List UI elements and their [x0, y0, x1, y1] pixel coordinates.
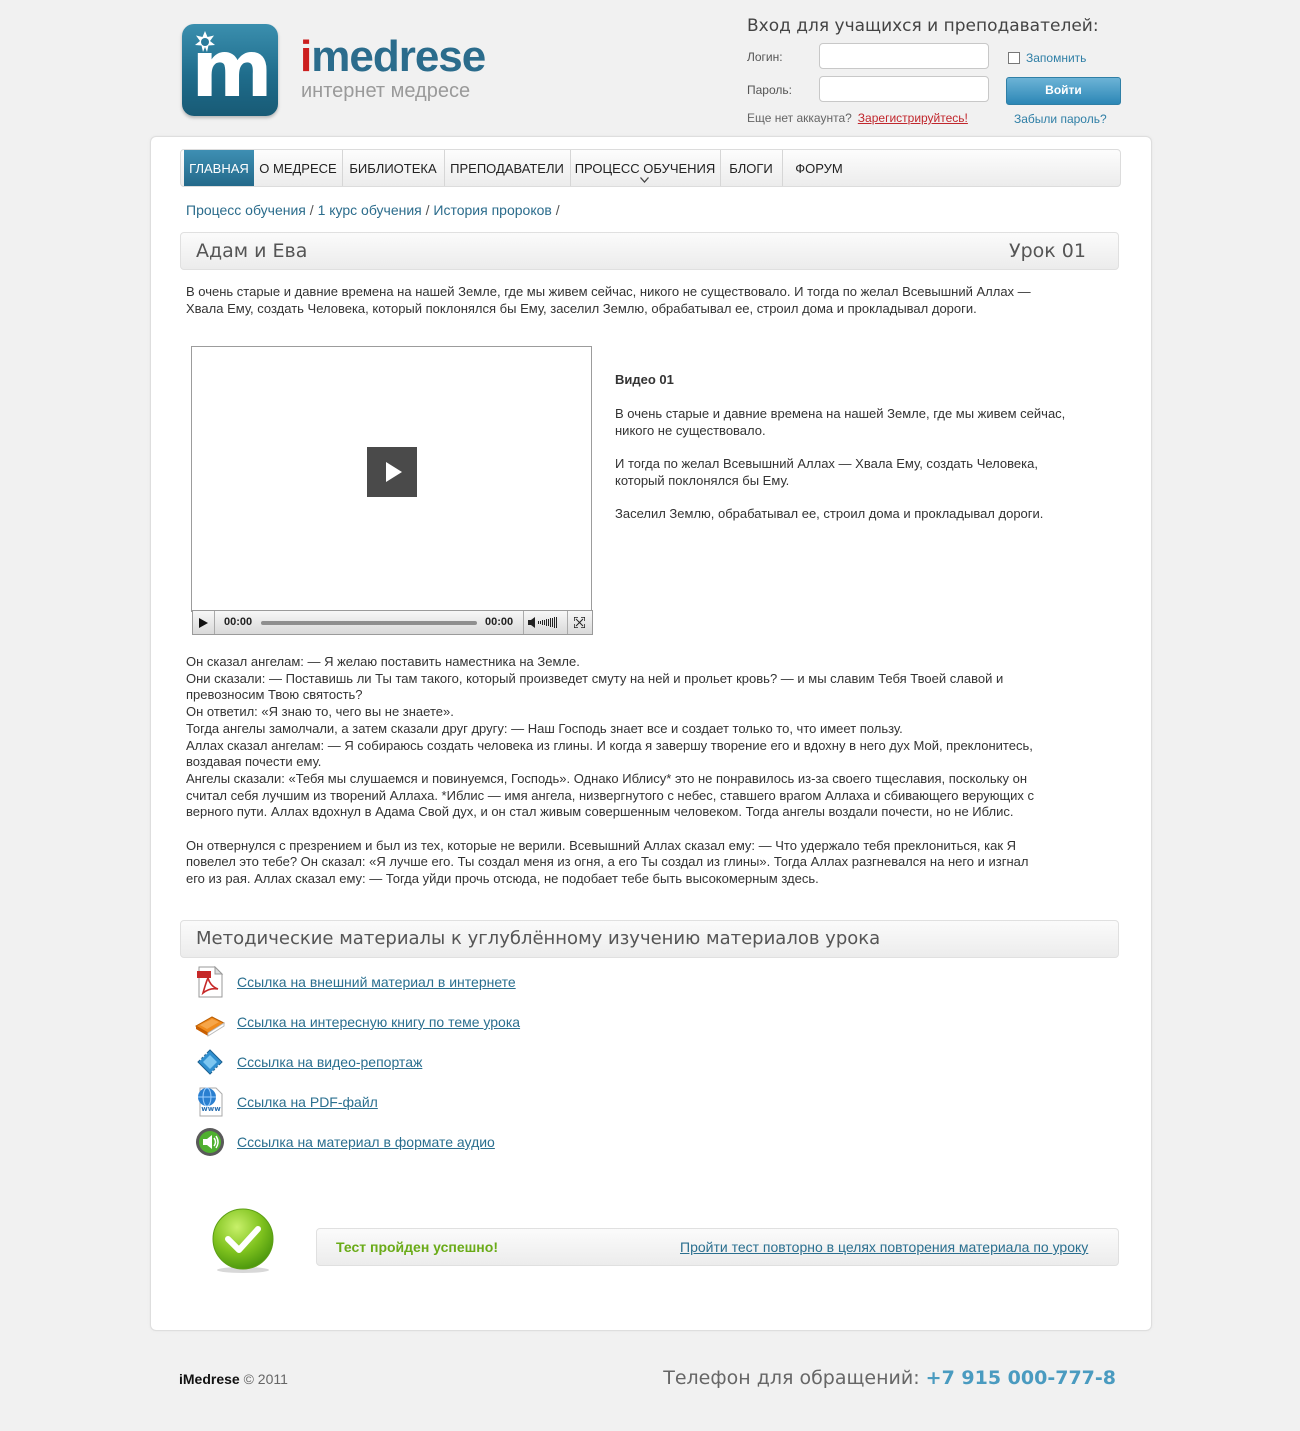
- text-line: Заселил Землю, обрабатывал ее, строил дома и прокладывал дороги.: [615, 506, 1044, 522]
- text-line: Он ответил: «Я знаю то, чего вы не знаете».: [186, 704, 454, 720]
- text-line: Тогда ангелы замолчали, а затем сказали друг другу: — Наш Господь знает все и создает только то, что имеет пользу.: [186, 720, 903, 736]
- remember-checkbox[interactable]: [1008, 52, 1020, 64]
- nav-item-home[interactable]: ГЛАВНАЯ: [184, 150, 254, 186]
- text-line: В очень старые и давние времена на нашей Земле, где мы живем сейчас,: [615, 406, 1066, 421]
- material-link[interactable]: Ссылка на внешний материал в интернете: [237, 974, 516, 990]
- play-small-icon[interactable]: [199, 618, 208, 628]
- password-label: Пароль:: [747, 83, 792, 97]
- checkmark-icon: [210, 1208, 276, 1274]
- logo-letter: m: [191, 25, 269, 115]
- text-line: Хвала Ему, создать Человека, который поклонялся бы Ему, заселил Землю, обрабатывал ее, строил дома и прокладывал дороги.: [186, 300, 977, 316]
- text-line: Аллах сказал ангелам: — Я собираюсь создать человека из глины. И когда я завершу творение его и вдохну в него дух Мой, преклонитесь,: [186, 737, 1033, 753]
- login-button[interactable]: Войти: [1006, 77, 1121, 105]
- material-link[interactable]: Сссылка на видео-репортаж: [237, 1054, 423, 1070]
- brand-i: i: [300, 32, 312, 81]
- story-text: [186, 654, 1116, 888]
- chevron-down-icon: [640, 177, 649, 183]
- no-account-text: Еще нет аккаунта?: [747, 111, 852, 125]
- nav-item-about[interactable]: О МЕДРЕСЕ: [254, 150, 343, 186]
- brand-name[interactable]: [300, 34, 485, 80]
- footer-brand: iMedrese: [179, 1371, 240, 1387]
- material-link[interactable]: Ссылка на интересную книгу по теме урока: [237, 1014, 521, 1030]
- password-input[interactable]: [819, 76, 989, 102]
- footer-copyright: [179, 1371, 288, 1387]
- text-line: который поклонялся бы Ему.: [615, 472, 790, 488]
- nav-item-blogs[interactable]: БЛОГИ: [720, 150, 783, 186]
- www-icon: [194, 1086, 226, 1118]
- breadcrumb-separator: /: [555, 202, 560, 218]
- divider: [567, 611, 568, 634]
- retry-test-link[interactable]: Пройти тест повторно в целях повторения материала по уроку: [680, 1239, 1089, 1255]
- login-title: Вход для учащихся и преподавателей:: [747, 16, 1099, 36]
- main-nav: [180, 149, 1121, 187]
- register-link[interactable]: Зарегистрируйтесь!: [857, 111, 968, 125]
- text-line: Он сказал ангелам: — Я желаю поставить наместника на Земле.: [186, 654, 580, 669]
- material-link[interactable]: Ссылка на PDF-файл: [237, 1094, 378, 1110]
- materials-heading: Методические материалы к углублённому изучению материалов урока: [196, 928, 881, 949]
- nav-item-forum[interactable]: ФОРУМ: [795, 161, 843, 176]
- footer-phone: [663, 1366, 1116, 1390]
- breadcrumb-separator: /: [425, 202, 430, 218]
- text-line: повелел это тебе? Он сказал: «Я лучше его. Ты создал меня из огня, а его Ты создал из глины». Тогда Аллах разгневался на него и изгнал: [186, 854, 1029, 870]
- text-line: Он отвернулся с презрением и был из тех, которые не верили. Всевышний Аллах сказал ему: — Что удержало тебя преклониться, как Я: [186, 837, 1017, 853]
- text-line: считал себя лучшим из творений Аллаха. *Иблис — имя ангела, низвергнутого с небес, ставшего врагом Аллаха и сбивающего верующих с: [186, 787, 1035, 803]
- lesson-number: Урок 01: [1009, 240, 1086, 262]
- total-time: 00:00: [485, 616, 514, 628]
- breadcrumb-item[interactable]: История пророков: [433, 202, 552, 218]
- site-logo[interactable]: [182, 24, 278, 116]
- video-controls: [192, 610, 593, 635]
- text-line: Ангелы сказали: «Тебя мы слушаемся и повинуемся, Господь». Однако Иблису* это не понравилось из-за своего тщеславия, поскольку он: [186, 770, 1028, 786]
- current-time: 00:00: [224, 616, 253, 628]
- breadcrumb-separator: /: [309, 202, 314, 218]
- material-link[interactable]: Сссылка на материал в формате аудио: [237, 1134, 495, 1150]
- copyright-year: © 2011: [243, 1371, 288, 1387]
- fullscreen-icon[interactable]: [574, 617, 585, 628]
- text-line: Они сказали: — Поставишь ли Ты там такого, который произведет смуту на ней и прольет кровь? — и мы славим Тебя Твоей славой и: [186, 670, 1004, 686]
- nav-item-teachers[interactable]: ПРЕПОДАВАТЕЛИ: [444, 150, 571, 186]
- no-account: [747, 111, 968, 125]
- text-line: воздавая почести ему.: [186, 754, 322, 770]
- film-icon: [194, 1046, 226, 1078]
- text-line: превозносим Твою святость?: [186, 687, 363, 703]
- lesson-header: [180, 232, 1119, 270]
- nav-item-library[interactable]: БИБЛИОТЕКА: [342, 150, 445, 186]
- remember-label: Запомнить: [1026, 51, 1087, 65]
- phone-label: Телефон для обращений:: [663, 1367, 920, 1389]
- play-icon[interactable]: [367, 447, 417, 497]
- test-status: Тест пройден успешно!: [336, 1239, 498, 1255]
- login-input[interactable]: [819, 43, 989, 69]
- breadcrumb-item[interactable]: 1 курс обучения: [317, 202, 422, 218]
- pdf-icon: [194, 966, 226, 998]
- seek-bar[interactable]: [261, 621, 477, 625]
- breadcrumb-item[interactable]: Процесс обучения: [186, 202, 306, 218]
- login-label: Логин:: [747, 50, 783, 64]
- forgot-password-link[interactable]: Забыли пароль?: [1014, 112, 1107, 126]
- svg-text:www: www: [201, 1105, 221, 1113]
- text-line: его из рая. Аллах сказал ему: — Тогда уйди прочь отсюда, не подобает тебе быть высокомерным здесь.: [186, 871, 819, 887]
- nav-item-learning[interactable]: ПРОЦЕСС ОБУЧЕНИЯ: [570, 150, 721, 186]
- video-title: Видео 01: [615, 372, 674, 387]
- text-line: никого не существовало.: [615, 422, 766, 438]
- volume-icon[interactable]: [528, 617, 560, 628]
- text-line: верного пути. Аллах вдохнул в Адама Свой дух, и он стал живым совершенным человеком. Тогда ангелы воздали почести, но не Иблис.: [186, 804, 1014, 820]
- text-line: В очень старые и давние времена на нашей Земле, где мы живем сейчас, никого не существовало. И тогда по желал Всевышний Аллах —: [186, 284, 1031, 299]
- phone-number[interactable]: +7 915 000-777-8: [925, 1367, 1116, 1389]
- divider: [523, 611, 524, 634]
- video-description: [615, 406, 1115, 523]
- audio-icon: [194, 1126, 226, 1158]
- lesson-intro: [186, 284, 1116, 317]
- breadcrumb: [186, 202, 560, 218]
- lesson-title: Адам и Ева: [196, 240, 308, 262]
- tagline: интернет медресе: [301, 80, 471, 102]
- brand-rest: medrese: [311, 32, 486, 81]
- remember-me[interactable]: [1008, 51, 1086, 65]
- book-icon: [194, 1006, 226, 1038]
- text-line: И тогда по желал Всевышний Аллах — Хвала Ему, создать Человека,: [615, 456, 1038, 472]
- divider: [214, 611, 215, 634]
